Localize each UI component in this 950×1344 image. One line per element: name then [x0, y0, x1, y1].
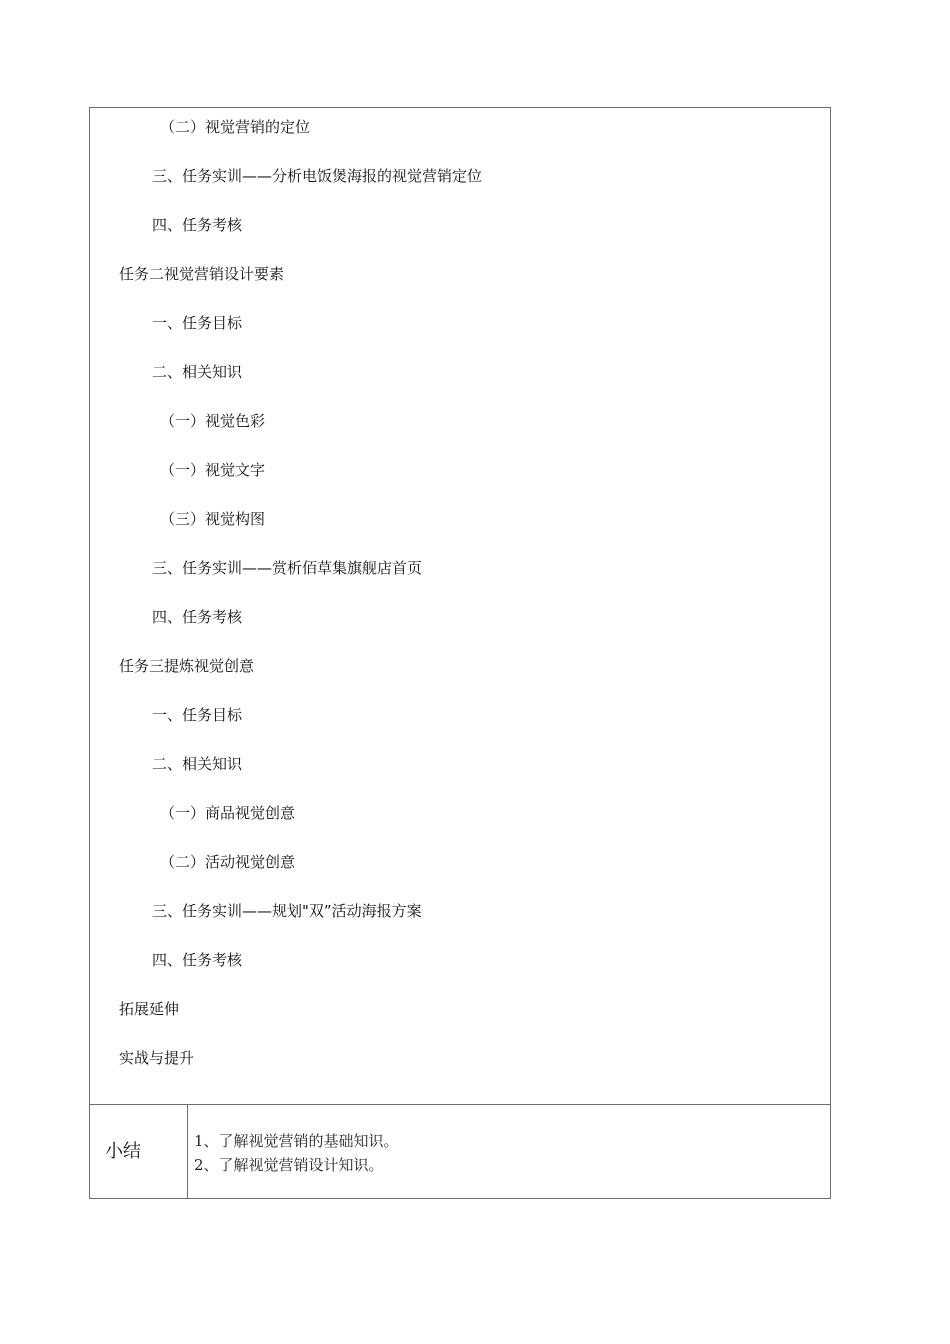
- outline-line: 二、相关知识: [152, 755, 243, 773]
- outline-line: 一、任务目标: [152, 314, 243, 332]
- summary-label: 小结: [90, 1105, 188, 1198]
- outline-line: 任务二视觉营销设计要素: [119, 265, 285, 283]
- outline-line: 一、任务目标: [152, 706, 243, 724]
- summary-content: [194, 1129, 814, 1177]
- outline-line: （二）活动视觉创意: [160, 853, 296, 871]
- outline-line: 二、相关知识: [152, 363, 243, 381]
- lesson-plan-table: [89, 107, 831, 1199]
- outline-line: 实战与提升: [119, 1049, 195, 1067]
- outline-cell: [90, 108, 830, 1104]
- outline-line: （三）视觉构图: [160, 510, 266, 528]
- summary-row: [90, 1105, 830, 1198]
- outline-line: （一）商品视觉创意: [160, 804, 296, 822]
- outline-line: 四、任务考核: [152, 216, 243, 234]
- outline-line: 任务三提炼视觉创意: [119, 657, 255, 675]
- outline-line: 三、任务实训——赏析佰草集旗舰店首页: [152, 559, 423, 577]
- outline-line: 四、任务考核: [152, 608, 243, 626]
- outline-line: 三、任务实训——规划"双”活动海报方案: [152, 902, 422, 920]
- outline-line: （一）视觉色彩: [160, 412, 266, 430]
- outline-line: 拓展延伸: [119, 1000, 180, 1018]
- outline-line: 三、任务实训——分析电饭煲海报的视觉营销定位: [152, 167, 483, 185]
- summary-point: 2、了解视觉营销设计知识。: [194, 1156, 384, 1174]
- outline-line: 四、任务考核: [152, 951, 243, 969]
- outline-line: （一）视觉文字: [160, 461, 266, 479]
- outline-line: （二）视觉营销的定位: [160, 118, 311, 136]
- summary-point: 1、了解视觉营销的基础知识。: [194, 1132, 399, 1150]
